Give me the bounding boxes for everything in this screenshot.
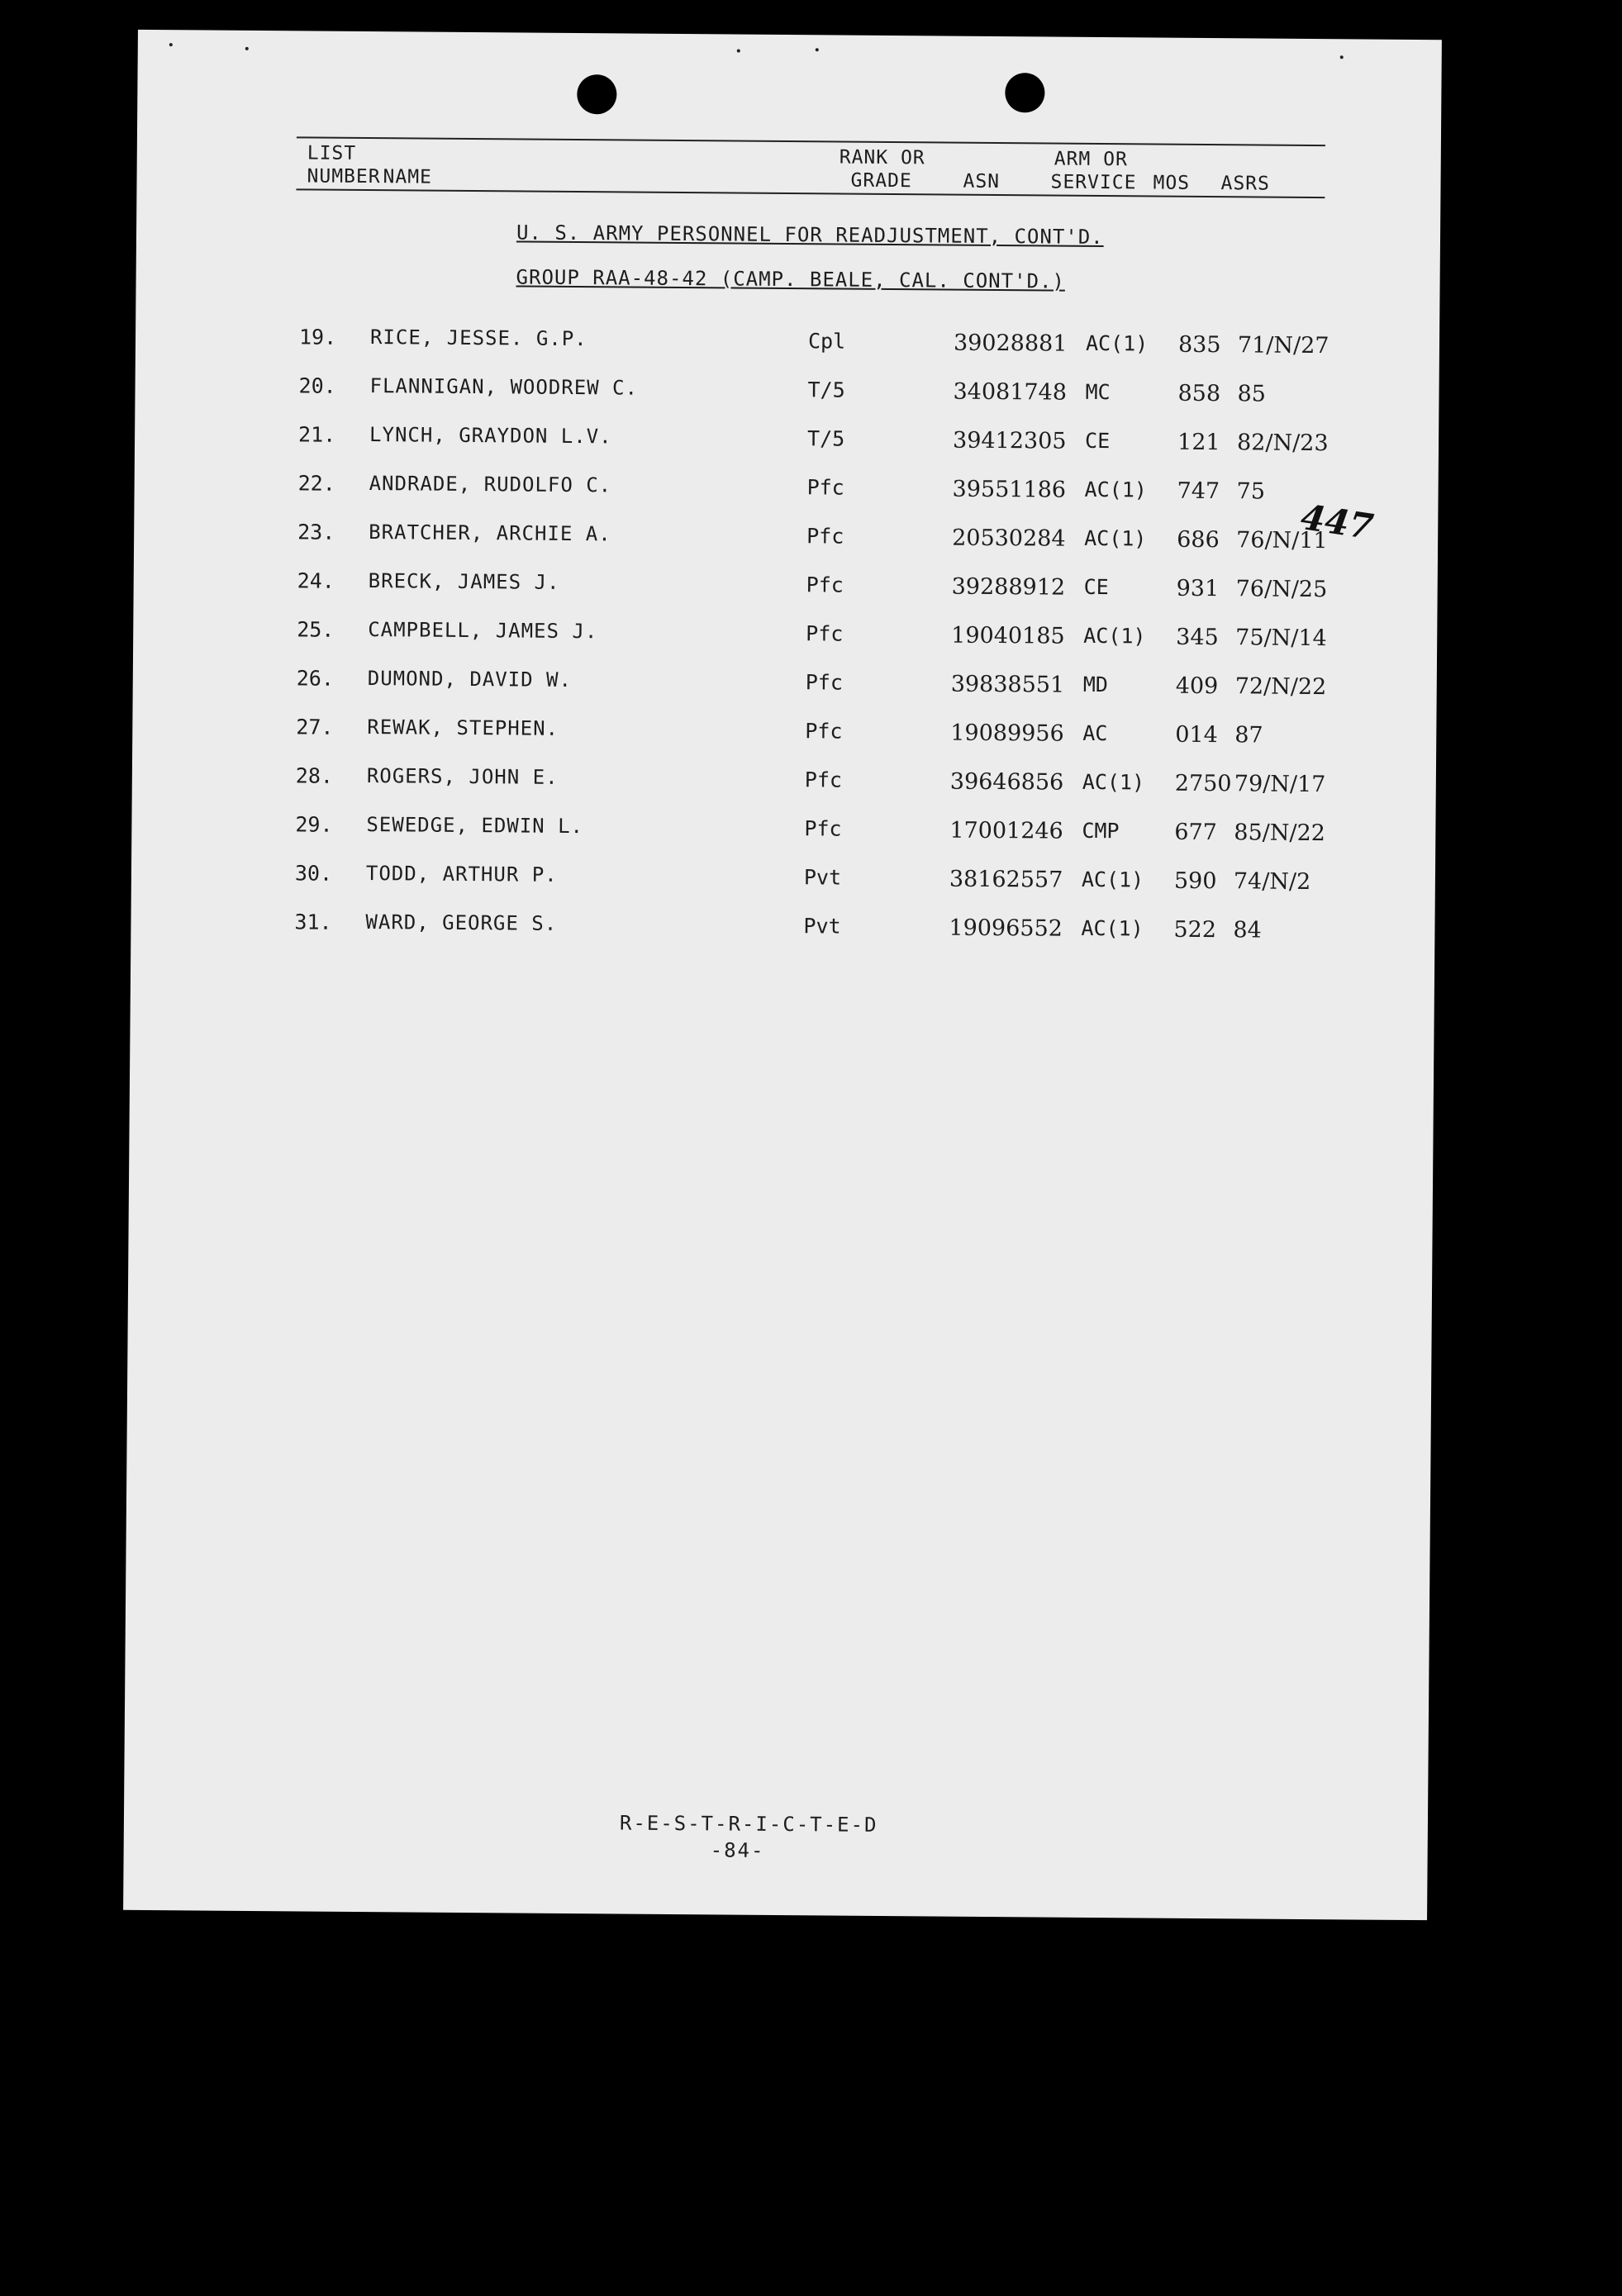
speck	[169, 43, 173, 46]
arm-service: AC(1)	[1084, 525, 1147, 551]
document-page	[123, 30, 1442, 1920]
table-row	[136, 324, 1439, 367]
serial-number: 19096552	[949, 915, 1063, 942]
arm-service: CE	[1083, 574, 1109, 600]
list-number: 29.	[295, 812, 333, 837]
list-number: 30.	[294, 861, 333, 886]
soldier-name: RICE, JESSE. G.P.	[369, 326, 587, 351]
header-rank-or: RANK OR	[839, 146, 925, 169]
arm-service: AC(1)	[1081, 867, 1144, 892]
asrs-score: 72/N/22	[1234, 673, 1327, 701]
serial-number: 39838551	[950, 671, 1065, 698]
table-row	[132, 714, 1436, 757]
speck	[1340, 55, 1344, 59]
rank-grade: Pvt	[803, 914, 841, 939]
list-number: 27.	[296, 715, 334, 739]
group-title: GROUP RAA-48-42 (CAMP. BEALE, CAL. CONT'D.)	[516, 265, 1066, 293]
serial-number: 39412305	[952, 427, 1067, 454]
asrs-score: 87	[1234, 722, 1263, 749]
serial-number: 19040185	[951, 622, 1065, 649]
arm-service: AC(1)	[1083, 623, 1146, 649]
asrs-score: 85/N/22	[1234, 820, 1326, 847]
header-arm-or: ARM OR	[1054, 148, 1128, 171]
rank-grade: Cpl	[807, 329, 846, 354]
arm-service: AC(1)	[1084, 477, 1148, 502]
header-list: LIST	[307, 142, 357, 164]
asrs-score: 75/N/14	[1235, 625, 1327, 652]
rank-grade: Pfc	[806, 524, 844, 549]
serial-number: 39646856	[949, 768, 1064, 796]
asrs-score: 79/N/17	[1234, 771, 1326, 798]
list-number: 28.	[295, 763, 334, 788]
rank-grade: Pfc	[805, 670, 844, 695]
serial-number: 39028881	[953, 330, 1068, 357]
table-row	[135, 373, 1439, 416]
rank-grade: Pfc	[806, 621, 844, 646]
rank-grade: T/5	[806, 426, 845, 451]
arm-service: AC	[1082, 720, 1108, 746]
soldier-name: DUMOND, DAVID W.	[367, 667, 573, 692]
rank-grade: Pfc	[804, 768, 843, 792]
mos-code: 858	[1177, 380, 1221, 407]
list-number: 23.	[297, 520, 335, 544]
rank-grade: Pvt	[803, 865, 842, 890]
table-row	[134, 568, 1438, 611]
soldier-name: BRATCHER, ARCHIE A.	[369, 521, 611, 546]
table-row	[135, 421, 1439, 464]
serial-number: 34081748	[953, 378, 1068, 406]
rank-grade: Pfc	[805, 719, 843, 744]
header-grade: GRADE	[850, 169, 912, 193]
serial-number: 39551186	[952, 476, 1067, 503]
list-number: 21.	[298, 422, 336, 447]
speck	[737, 50, 740, 53]
rank-grade: T/5	[807, 378, 845, 402]
asrs-score: 75	[1236, 478, 1266, 505]
asrs-score: 76/N/11	[1236, 527, 1328, 554]
list-number: 20.	[298, 373, 336, 398]
speck	[245, 47, 249, 50]
header-service: SERVICE	[1050, 171, 1137, 194]
serial-number: 17001246	[949, 817, 1063, 844]
header-number: NUMBER	[307, 165, 381, 188]
asrs-score: 76/N/25	[1235, 576, 1328, 603]
soldier-name: ROGERS, JOHN E.	[366, 764, 559, 789]
table-row	[134, 470, 1438, 513]
table-row	[132, 763, 1436, 806]
mos-code: 677	[1174, 819, 1218, 846]
serial-number: 19089956	[950, 720, 1064, 747]
asrs-score: 71/N/27	[1237, 332, 1329, 359]
serial-number: 39288912	[951, 573, 1066, 601]
asrs-score: 74/N/2	[1233, 868, 1311, 896]
footer-restricted: R-E-S-T-R-I-C-T-E-D	[619, 1811, 878, 1837]
list-number: 22.	[297, 471, 335, 496]
list-number: 25.	[297, 617, 335, 642]
list-number: 24.	[297, 568, 335, 593]
soldier-name: TODD, ARTHUR P.	[365, 862, 558, 887]
table-row	[131, 811, 1435, 854]
table-row	[131, 909, 1434, 952]
list-number: 31.	[294, 910, 332, 934]
table-row	[134, 519, 1438, 562]
soldier-name: REWAK, STEPHEN.	[367, 715, 559, 740]
soldier-name: WARD, GEORGE S.	[365, 910, 558, 935]
mos-code: 121	[1177, 429, 1220, 456]
header-rule	[297, 136, 1325, 146]
soldier-name: FLANNIGAN, WOODREW C.	[369, 374, 639, 400]
mos-code: 014	[1175, 721, 1218, 749]
arm-service: MC	[1085, 379, 1111, 405]
speck	[816, 48, 819, 51]
soldier-name: BRECK, JAMES J.	[368, 569, 560, 594]
table-row	[133, 665, 1437, 708]
list-number: 19.	[298, 325, 337, 349]
header-name: NAME	[383, 166, 433, 188]
list-number: 26.	[296, 666, 335, 691]
asrs-score: 82/N/23	[1236, 430, 1329, 457]
mos-code: 686	[1177, 526, 1220, 554]
header-asrs: ASRS	[1220, 173, 1271, 195]
mos-code: 747	[1177, 478, 1220, 505]
asrs-score: 84	[1233, 917, 1262, 944]
arm-service: AC(1)	[1082, 769, 1145, 795]
mos-code: 345	[1176, 624, 1219, 651]
soldier-name: LYNCH, GRAYDON L.V.	[369, 423, 612, 449]
mos-code: 835	[1177, 331, 1221, 359]
asrs-score: 85	[1237, 381, 1267, 407]
mos-code: 931	[1176, 575, 1220, 602]
rank-grade: Pfc	[806, 475, 844, 500]
punch-hole	[1005, 73, 1044, 112]
footer-page-number: -84-	[710, 1838, 765, 1862]
header-asn: ASN	[963, 170, 1001, 193]
mos-code: 522	[1173, 916, 1217, 944]
arm-service: AC(1)	[1085, 330, 1149, 356]
arm-service: CE	[1084, 428, 1111, 454]
mos-code: 590	[1173, 868, 1217, 895]
table-row	[133, 616, 1437, 659]
arm-service: CMP	[1082, 818, 1120, 844]
arm-service: MD	[1082, 672, 1108, 697]
serial-number: 20530284	[952, 525, 1066, 552]
serial-number: 38162557	[949, 866, 1063, 893]
header-mos: MOS	[1153, 172, 1191, 194]
rank-grade: Pfc	[806, 573, 844, 597]
rank-grade: Pfc	[804, 816, 842, 841]
mos-code: 2750	[1174, 770, 1232, 797]
arm-service: AC(1)	[1081, 915, 1144, 941]
document-title: U. S. ARMY PERSONNEL FOR READJUSTMENT, CONT'D.	[516, 221, 1104, 250]
table-row	[131, 860, 1435, 903]
punch-hole	[577, 74, 616, 114]
mos-code: 409	[1175, 673, 1219, 700]
soldier-name: CAMPBELL, JAMES J.	[368, 618, 598, 644]
handwritten-number: 447	[1298, 497, 1377, 548]
soldier-name: ANDRADE, RUDOLFO C.	[369, 472, 612, 497]
soldier-name: SEWEDGE, EDWIN L.	[366, 813, 584, 839]
